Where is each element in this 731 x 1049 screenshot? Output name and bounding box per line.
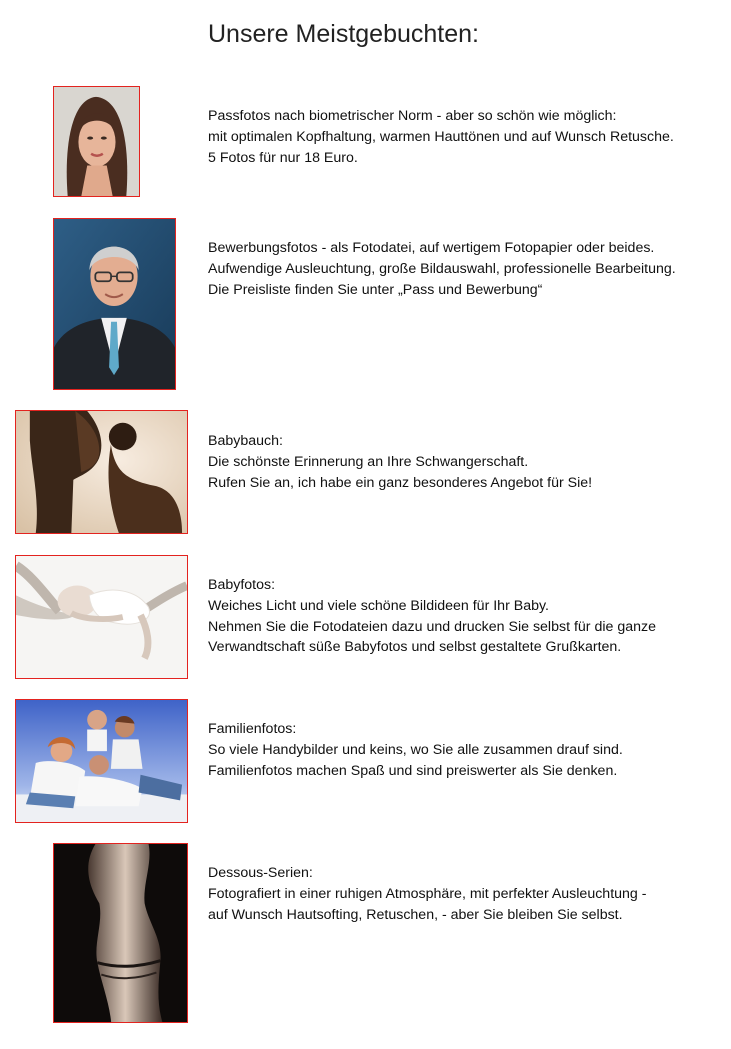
passport-description [208,106,674,168]
text-line: Familienfotos machen Spaß und sind preiswerter als Sie denken. [208,762,618,779]
baby-bump-photo [15,410,188,534]
baby-photo [15,555,188,679]
text-line: Fotografiert in einer ruhigen Atmosphäre, mit perfekter Ausleuchtung - [208,885,647,902]
family-description [208,719,623,781]
text-line: Weiches Licht und viele schöne Bildideen für Ihr Baby. [208,597,549,614]
text-line: auf Wunsch Hautsofting, Retuschen, - aber Sie bleiben Sie selbst. [208,906,623,923]
text-line: Bewerbungsfotos - als Fotodatei, auf wertigem Fotopapier oder beides. [208,240,655,256]
lingerie-photo [53,843,188,1023]
section-heading: Familienfotos: [208,721,297,737]
section-heading: Babyfotos: [208,577,276,593]
application-description [208,238,676,300]
text-line: So viele Handybilder und keins, wo Sie alle zusammen drauf sind. [208,741,623,758]
baby-bump-description [208,431,592,493]
lingerie-description [208,863,646,925]
text-line: mit optimalen Kopfhaltung, warmen Hauttönen und auf Wunsch Retusche. [208,128,674,145]
passport-photo [53,86,140,197]
text-line: Die schönste Erinnerung an Ihre Schwangerschaft. [208,453,529,470]
text-line: Passfotos nach biometrischer Norm - aber so schön wie möglich: [208,108,617,124]
text-line: Die Preisliste finden Sie unter „Pass und Bewerbung“ [208,281,543,298]
text-line: Aufwendige Ausleuchtung, große Bildauswahl, professionelle Bearbeitung. [208,260,676,277]
text-line: 5 Fotos für nur 18 Euro. [208,149,358,166]
text-line: Rufen Sie an, ich habe ein ganz besonderes Angebot für Sie! [208,474,593,491]
section-heading: Babybauch: [208,433,283,449]
application-photo [53,218,176,390]
family-photo [15,699,188,823]
section-heading: Dessous-Serien: [208,865,313,881]
text-line: Verwandtschaft süße Babyfotos und selbst gestaltete Grußkarten. [208,639,622,656]
text-line: Nehmen Sie die Fotodateien dazu und drucken Sie selbst für die ganze [208,618,656,635]
baby-description [208,575,656,658]
page-title: Unsere Meistgebuchten: [208,20,479,48]
